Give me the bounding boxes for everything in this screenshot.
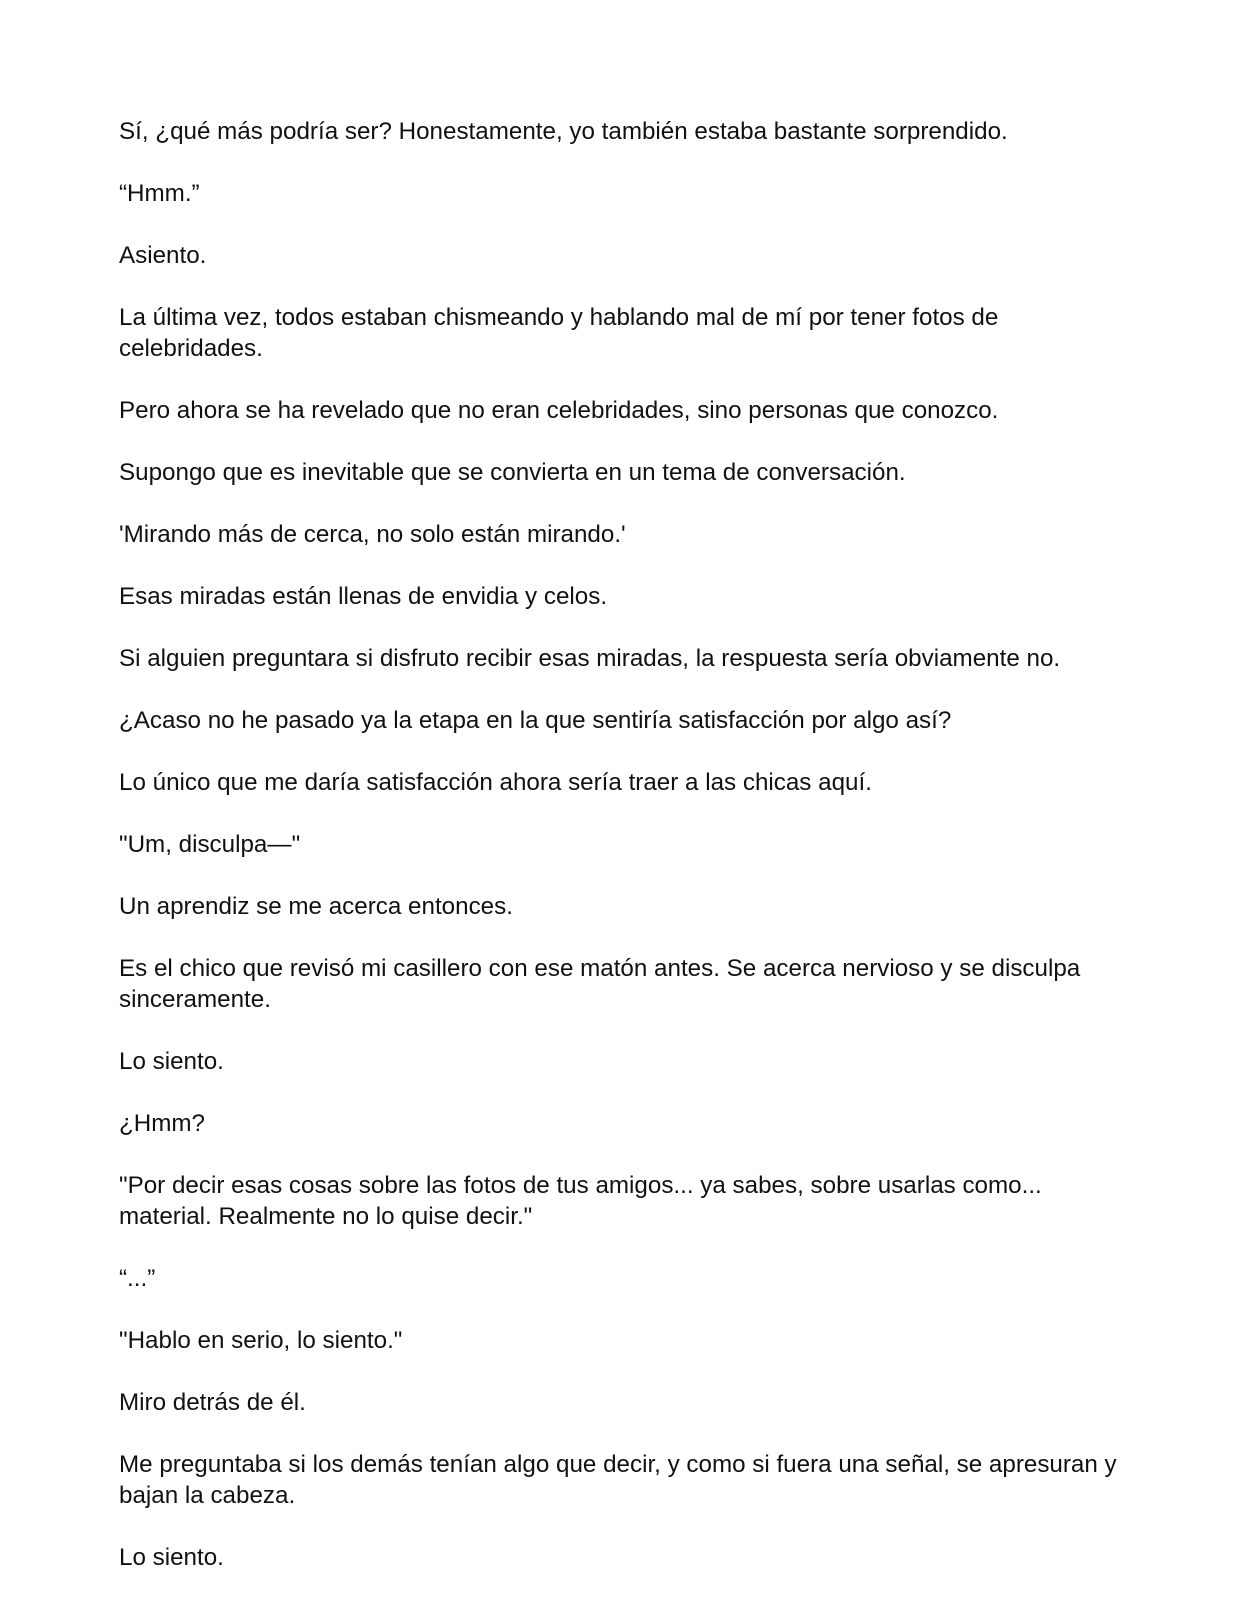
paragraph: ¿Acaso no he pasado ya la etapa en la que sentiría satisfacción por algo así?: [119, 707, 952, 734]
paragraph: ¿Hmm?: [119, 1110, 205, 1137]
paragraph: “...”: [119, 1265, 156, 1292]
paragraph: "Hablo en serio, lo siento.": [119, 1327, 403, 1354]
paragraph: Esas miradas están llenas de envidia y celos.: [119, 583, 608, 610]
paragraph: Un aprendiz se me acerca entonces.: [119, 893, 513, 920]
paragraph: Supongo que es inevitable que se convierta en un tema de conversación.: [119, 459, 906, 486]
paragraph: Lo siento.: [119, 1544, 224, 1571]
paragraph: La última vez, todos estaban chismeando y hablando mal de mí por tener fotos de celebridades.: [119, 304, 999, 362]
paragraph: Sí, ¿qué más podría ser? Honestamente, yo también estaba bastante sorprendido.: [119, 118, 1008, 145]
paragraph: "Um, disculpa—": [119, 831, 301, 858]
paragraph: Lo siento.: [119, 1048, 224, 1075]
paragraph: Pero ahora se ha revelado que no eran celebridades, sino personas que conozco.: [119, 397, 999, 424]
paragraph: Lo único que me daría satisfacción ahora sería traer a las chicas aquí.: [119, 769, 872, 796]
paragraph: Si alguien preguntara si disfruto recibir esas miradas, la respuesta sería obviamente no.: [119, 645, 1061, 672]
paragraph: "Por decir esas cosas sobre las fotos de tus amigos... ya sabes, sobre usarlas como... material. Realmente no lo quise decir.": [119, 1172, 1042, 1230]
paragraph: “Hmm.”: [119, 180, 200, 207]
document-page: [119, 116, 1129, 1604]
paragraph: Es el chico que revisó mi casillero con ese matón antes. Se acerca nervioso y se disculpa sinceramente.: [119, 955, 1081, 1013]
paragraph: Asiento.: [119, 242, 207, 269]
paragraph: 'Mirando más de cerca, no solo están mirando.': [119, 521, 626, 548]
paragraph: Miro detrás de él.: [119, 1389, 306, 1416]
paragraph: Me preguntaba si los demás tenían algo que decir, y como si fuera una señal, se apresuran y bajan la cabeza.: [119, 1451, 1117, 1509]
